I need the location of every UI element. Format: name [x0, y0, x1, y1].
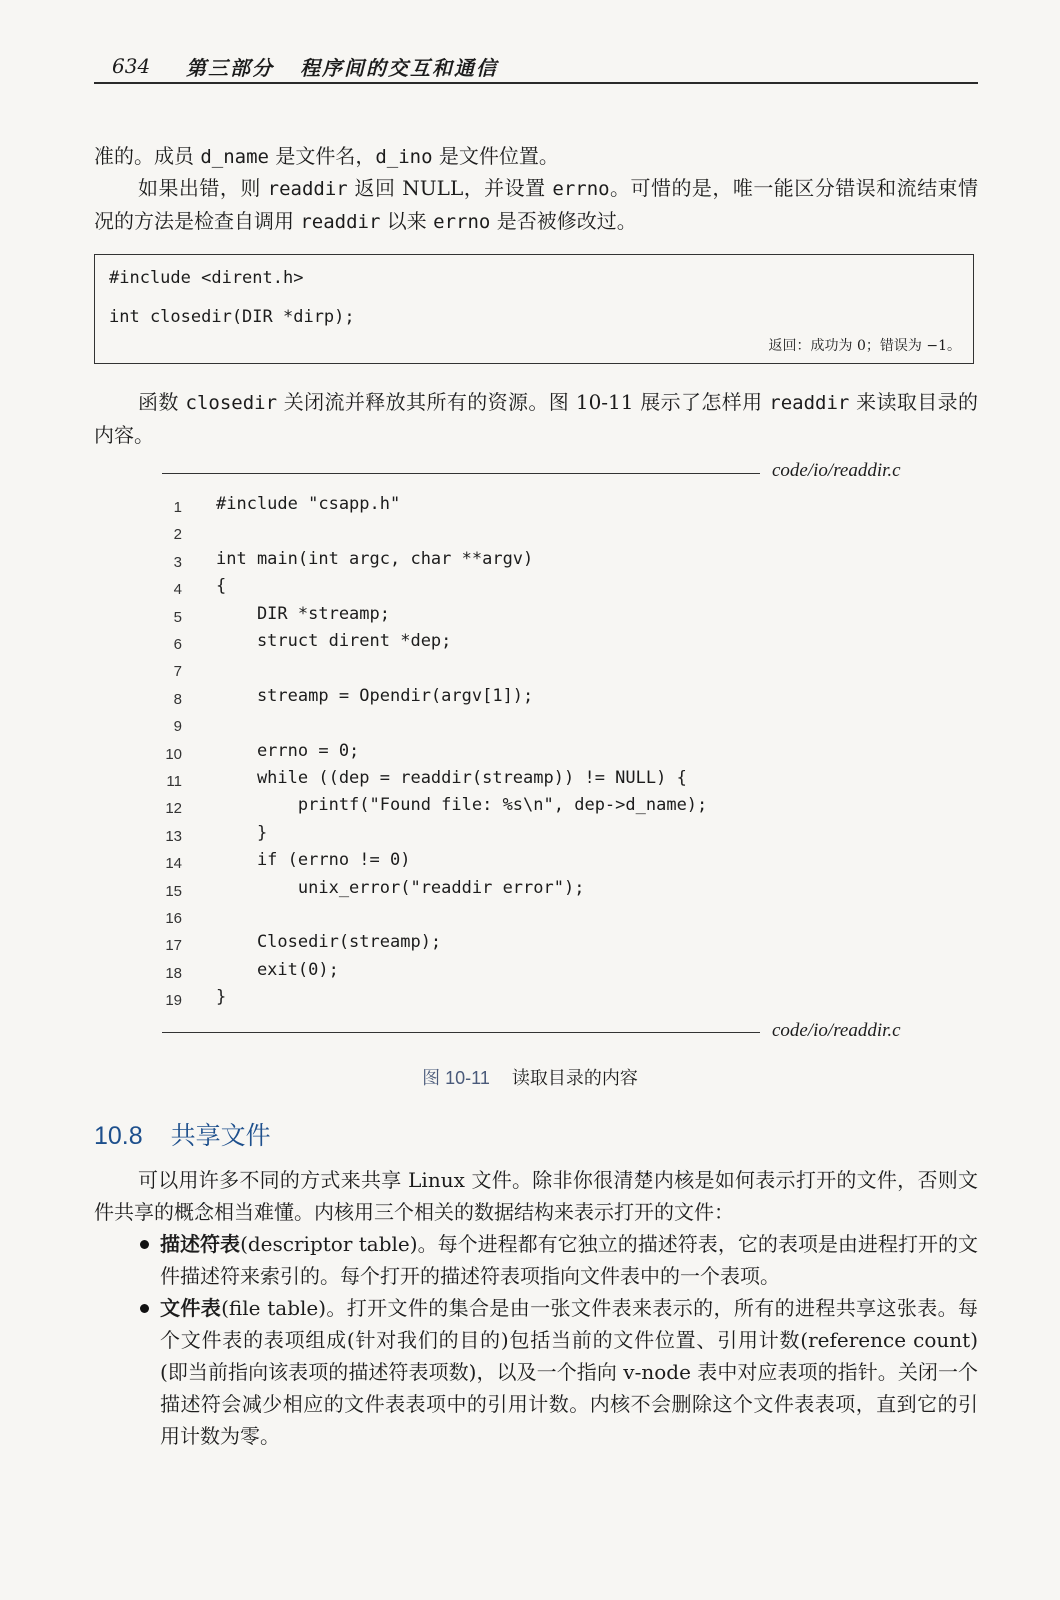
line-number: 5	[173, 608, 182, 626]
inline-code: readdir	[300, 211, 381, 233]
code-line	[160, 576, 920, 603]
line-number: 8	[173, 690, 182, 708]
bullet-item	[94, 1292, 978, 1452]
line-number: 11	[166, 773, 182, 790]
code-line	[160, 604, 920, 631]
line-number: 6	[173, 636, 182, 653]
code-line	[160, 878, 920, 905]
bullet-term: 文件表	[160, 1296, 222, 1320]
code-line	[160, 549, 920, 576]
code-line	[160, 932, 920, 959]
text-run: 函数	[138, 390, 186, 414]
inline-code: closedir	[185, 392, 278, 414]
code-line	[160, 987, 920, 1014]
code-line	[160, 960, 920, 987]
code-text: }	[216, 987, 227, 1008]
code-line	[160, 768, 920, 795]
text-run: 准的。成员	[94, 144, 201, 168]
text-run: 以来	[380, 209, 434, 233]
bullet-list	[94, 1228, 978, 1452]
text-run: 关闭流并释放其所有的资源。图 10-11 展示了怎样用	[277, 390, 770, 414]
text-run: 是文件名，	[269, 144, 376, 168]
code-text: printf("Found file: %s\n", dep->d_name);	[216, 795, 708, 816]
code-line	[160, 658, 920, 685]
inline-code: errno	[433, 211, 491, 233]
line-number: 1	[173, 499, 182, 516]
bullet-term: 描述符表	[160, 1232, 241, 1256]
line-number: 15	[165, 882, 182, 900]
inline-code: errno	[552, 178, 610, 200]
bullet-text: (descriptor table)。每个进程都有它独立的描述符表，它的表项是由进程打开的文件描述符来索引的。每个打开的描述符表项指向文件表中的一个表项。	[160, 1232, 979, 1288]
code-line	[160, 713, 920, 740]
line-number: 16	[165, 910, 182, 927]
code-text: exit(0);	[216, 959, 339, 980]
text-run: 是文件位置。	[432, 144, 559, 168]
code-line	[160, 741, 920, 768]
paragraph-dirent-members	[94, 140, 978, 173]
code-text: Closedir(streamp);	[216, 932, 442, 953]
code-text: #include "csapp.h"	[216, 494, 401, 514]
line-number: 4	[173, 581, 182, 599]
part-title: 第三部分	[186, 56, 274, 80]
code-line	[160, 905, 920, 932]
section-heading	[94, 1116, 271, 1152]
inline-code: readdir	[769, 392, 850, 414]
bullet-item	[94, 1228, 978, 1292]
code-text: DIR *streamp;	[216, 603, 390, 624]
code-line	[160, 631, 920, 658]
text-run: 是否被修改过。	[490, 209, 637, 233]
chapter-title: 程序间的交互和通信	[300, 56, 498, 80]
code-text: streamp = Opendir(argv[1]);	[216, 685, 534, 706]
code-text: while ((dep = readdir(streamp)) != NULL) {	[216, 768, 687, 788]
bullet-dot-icon	[140, 1240, 149, 1249]
line-number: 7	[173, 663, 182, 681]
listing-filename-top: code/io/readdir.c	[772, 460, 901, 481]
prototype-include: #include <dirent.h>	[109, 268, 304, 288]
line-number: 12	[165, 800, 182, 818]
text-run: 返回 NULL，并设置	[347, 176, 553, 200]
code-line	[160, 521, 920, 548]
listing-bottom-rule	[162, 1032, 760, 1033]
figure-label: 图 10-11	[422, 1068, 490, 1088]
line-number: 10	[165, 745, 182, 763]
figure-caption	[0, 1064, 1060, 1090]
code-line	[160, 686, 920, 713]
paragraph-sharing-intro: 可以用许多不同的方式来共享 Linux 文件。除非你很清楚内核是如何表示打开的文件，否则文件共享的概念相当难懂。内核用三个相关的数据结构来表示打开的文件：	[94, 1168, 978, 1224]
bullet-dot-icon	[140, 1304, 149, 1313]
line-number: 13	[165, 827, 182, 845]
section-number: 10.8	[94, 1122, 143, 1150]
paragraph-closedir	[94, 386, 978, 451]
line-number: 17	[165, 937, 182, 955]
code-text: }	[216, 822, 268, 843]
figure-caption-text: 读取目录的内容	[511, 1068, 638, 1089]
paragraph-readdir-errors	[94, 172, 978, 238]
function-prototype-box	[94, 254, 974, 364]
prototype-returns: 返回：成功为 0；错误为 −1。	[768, 338, 961, 354]
listing-filename-bottom: code/io/readdir.c	[772, 1020, 901, 1041]
line-number: 9	[173, 718, 182, 736]
code-text: struct dirent *dep;	[216, 631, 452, 651]
line-number: 19	[165, 992, 182, 1010]
code-text: errno = 0;	[216, 740, 360, 761]
prototype-signature: int closedir(DIR *dirp);	[109, 307, 355, 327]
running-header	[94, 50, 978, 84]
code-line	[160, 850, 920, 877]
bullet-text: (file table)。打开文件的集合是由一张文件表来表示的，所有的进程共享这张表。每个文件表的表项组成(针对我们的目的)包括当前的文件位置、引用计数(reference count)(即当前指向该表项的描述符表项数)，以及一个指向 v-node 表中对应表项的指针。关闭一个描述符会减少相应的文件表表项中的引用计数。内核不会删除这个文件表表项，直到它的引用计数为零。	[160, 1296, 979, 1448]
line-number: 3	[173, 553, 182, 571]
inline-code: d_ino	[375, 146, 433, 168]
code-text: {	[216, 576, 227, 597]
section-title: 共享文件	[170, 1122, 271, 1150]
code-line	[160, 795, 920, 822]
code-text: int main(int argc, char **argv)	[216, 548, 534, 569]
page-number: 634	[112, 54, 151, 78]
line-number: 18	[165, 964, 182, 982]
code-line	[160, 494, 920, 521]
code-line	[160, 823, 920, 850]
text-run: 。可惜的是，唯一能区分错误和流结束情况的方法是检查自调用	[94, 176, 979, 233]
code-text: if (errno != 0)	[216, 850, 411, 871]
listing-top-rule	[162, 473, 760, 474]
text-run: 如果出错，则	[138, 176, 268, 200]
line-number: 14	[165, 855, 182, 873]
inline-code: d_name	[200, 146, 269, 168]
code-text: unix_error("readdir error");	[216, 877, 585, 898]
line-number: 2	[173, 526, 182, 544]
text-run: 来读取目录的内容。	[94, 390, 979, 447]
inline-code: readdir	[267, 178, 348, 200]
